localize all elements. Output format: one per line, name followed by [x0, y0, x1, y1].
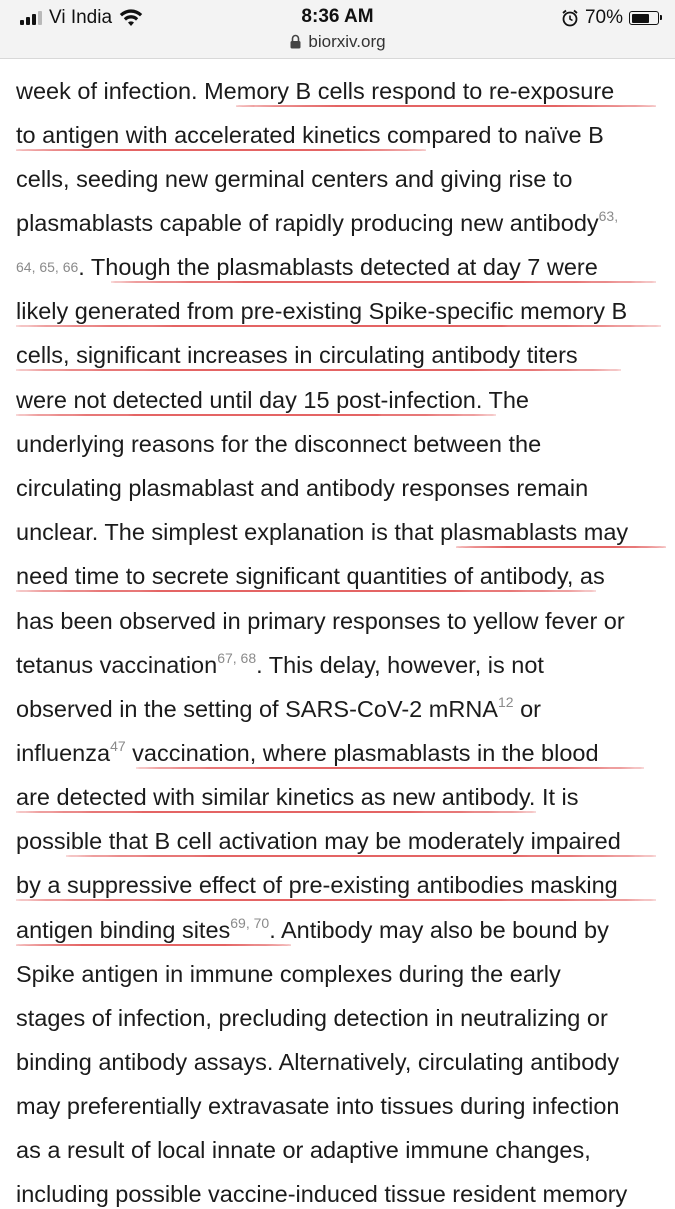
red-underline-annotation: [136, 767, 644, 769]
text-line: [16, 1179, 627, 1209]
red-underline-annotation: [66, 855, 656, 857]
line-text: has been observed in primary responses to yellow fever or: [16, 608, 625, 634]
text-line: [16, 1047, 619, 1077]
text-line: [16, 782, 579, 812]
line-text: to antigen with accelerated kinetics compared to naïve B: [16, 122, 604, 148]
line-text: binding antibody assays. Alternatively, circulating antibody: [16, 1049, 620, 1075]
red-underline-annotation: [16, 944, 291, 946]
line-text: . Though the plasmablasts detected at day 7 were: [78, 254, 598, 280]
line-text: were not detected until day 15 post-infection. The: [16, 387, 529, 413]
red-underline-annotation: [111, 281, 656, 283]
line-text-after: or: [513, 696, 541, 722]
red-underline-annotation: [16, 325, 661, 327]
text-line: [16, 561, 605, 591]
line-text: tetanus vaccination: [16, 652, 218, 678]
red-underline-annotation: [16, 899, 656, 901]
text-line: [16, 473, 588, 503]
line-text: influenza: [16, 740, 111, 766]
line-text: Spike antigen in immune complexes during the early: [16, 961, 561, 987]
text-line: [16, 606, 625, 636]
line-text-after: . Antibody may also be bound by: [269, 917, 609, 943]
line-text: possible that B cell activation may be moderately impaired: [16, 828, 621, 854]
line-text: circulating plasmablast and antibody responses remain: [16, 475, 589, 501]
status-right: [561, 7, 659, 29]
alarm-icon: [561, 9, 579, 27]
line-text-after: . This delay, however, is not: [256, 652, 544, 678]
citation-ref[interactable]: 69, 70: [230, 915, 270, 931]
text-line: [16, 76, 614, 106]
carrier-name: Vi India: [49, 7, 113, 28]
text-line: [16, 1135, 591, 1165]
line-text: observed in the setting of SARS-CoV-2 mRNA: [16, 696, 498, 722]
line-text: unclear. The simplest explanation is that plasmablasts may: [16, 519, 629, 545]
url-text: biorxiv.org: [308, 32, 386, 51]
text-line: [16, 120, 604, 150]
text-line: [16, 826, 621, 856]
red-underline-annotation: [16, 811, 536, 813]
text-line: [16, 1003, 608, 1033]
text-line: [16, 517, 628, 547]
text-line: [16, 870, 618, 900]
text-line: [16, 738, 599, 768]
text-line: [16, 164, 572, 194]
text-line: [16, 296, 627, 326]
text-line: [16, 959, 561, 989]
line-text: need time to secrete significant quantities of antibody, as: [16, 563, 605, 589]
red-underline-annotation: [16, 414, 496, 416]
line-text: including possible vaccine-induced tissue resident memory: [16, 1181, 628, 1207]
line-text: stages of infection, precluding detection in neutralizing or: [16, 1005, 608, 1031]
battery-icon: [629, 11, 659, 25]
text-line: [16, 1091, 619, 1121]
status-bar: [0, 0, 675, 59]
line-text: are detected with similar kinetics as new antibody. It is: [16, 784, 579, 810]
red-underline-annotation: [16, 149, 426, 151]
line-text: as a result of local innate or adaptive immune changes,: [16, 1137, 591, 1163]
clock: 8:36 AM: [301, 6, 374, 27]
line-text-after: vaccination, where plasmablasts in the blood: [125, 740, 599, 766]
line-text: week of infection. Memory B cells respond to re-exposure: [16, 78, 615, 104]
line-text: likely generated from pre-existing Spike-specific memory B: [16, 298, 628, 324]
citation-ref[interactable]: 47: [110, 738, 126, 754]
url-bar[interactable]: [0, 32, 675, 52]
line-text: plasmablasts capable of rapidly producing new antibody: [16, 210, 599, 236]
citation-ref[interactable]: 67, 68: [217, 650, 257, 666]
red-underline-annotation: [16, 369, 621, 371]
citation-ref[interactable]: 63,: [598, 208, 619, 224]
lock-icon: [289, 34, 302, 49]
text-line: [16, 385, 529, 415]
line-text: may preferentially extravasate into tissues during infection: [16, 1093, 620, 1119]
text-line: [16, 208, 618, 238]
text-line: [16, 694, 541, 724]
line-text: cells, significant increases in circulating antibody titers: [16, 342, 578, 368]
red-underline-annotation: [456, 546, 666, 548]
battery-fill: [632, 14, 650, 23]
line-text: cells, seeding new germinal centers and giving rise to: [16, 166, 573, 192]
red-underline-annotation: [16, 590, 596, 592]
text-line: [16, 915, 609, 945]
red-underline-annotation: [236, 105, 656, 107]
line-text: antigen binding sites: [16, 917, 231, 943]
citation-ref[interactable]: 12: [497, 694, 514, 710]
battery-percent: 70%: [584, 7, 623, 28]
citation-ref[interactable]: 64, 65, 66: [16, 259, 79, 275]
text-line: [16, 429, 541, 459]
line-text: by a suppressive effect of pre-existing antibodies masking: [16, 872, 618, 898]
text-line: [16, 340, 578, 370]
text-line: [16, 650, 544, 680]
line-text: underlying reasons for the disconnect between the: [16, 431, 542, 457]
